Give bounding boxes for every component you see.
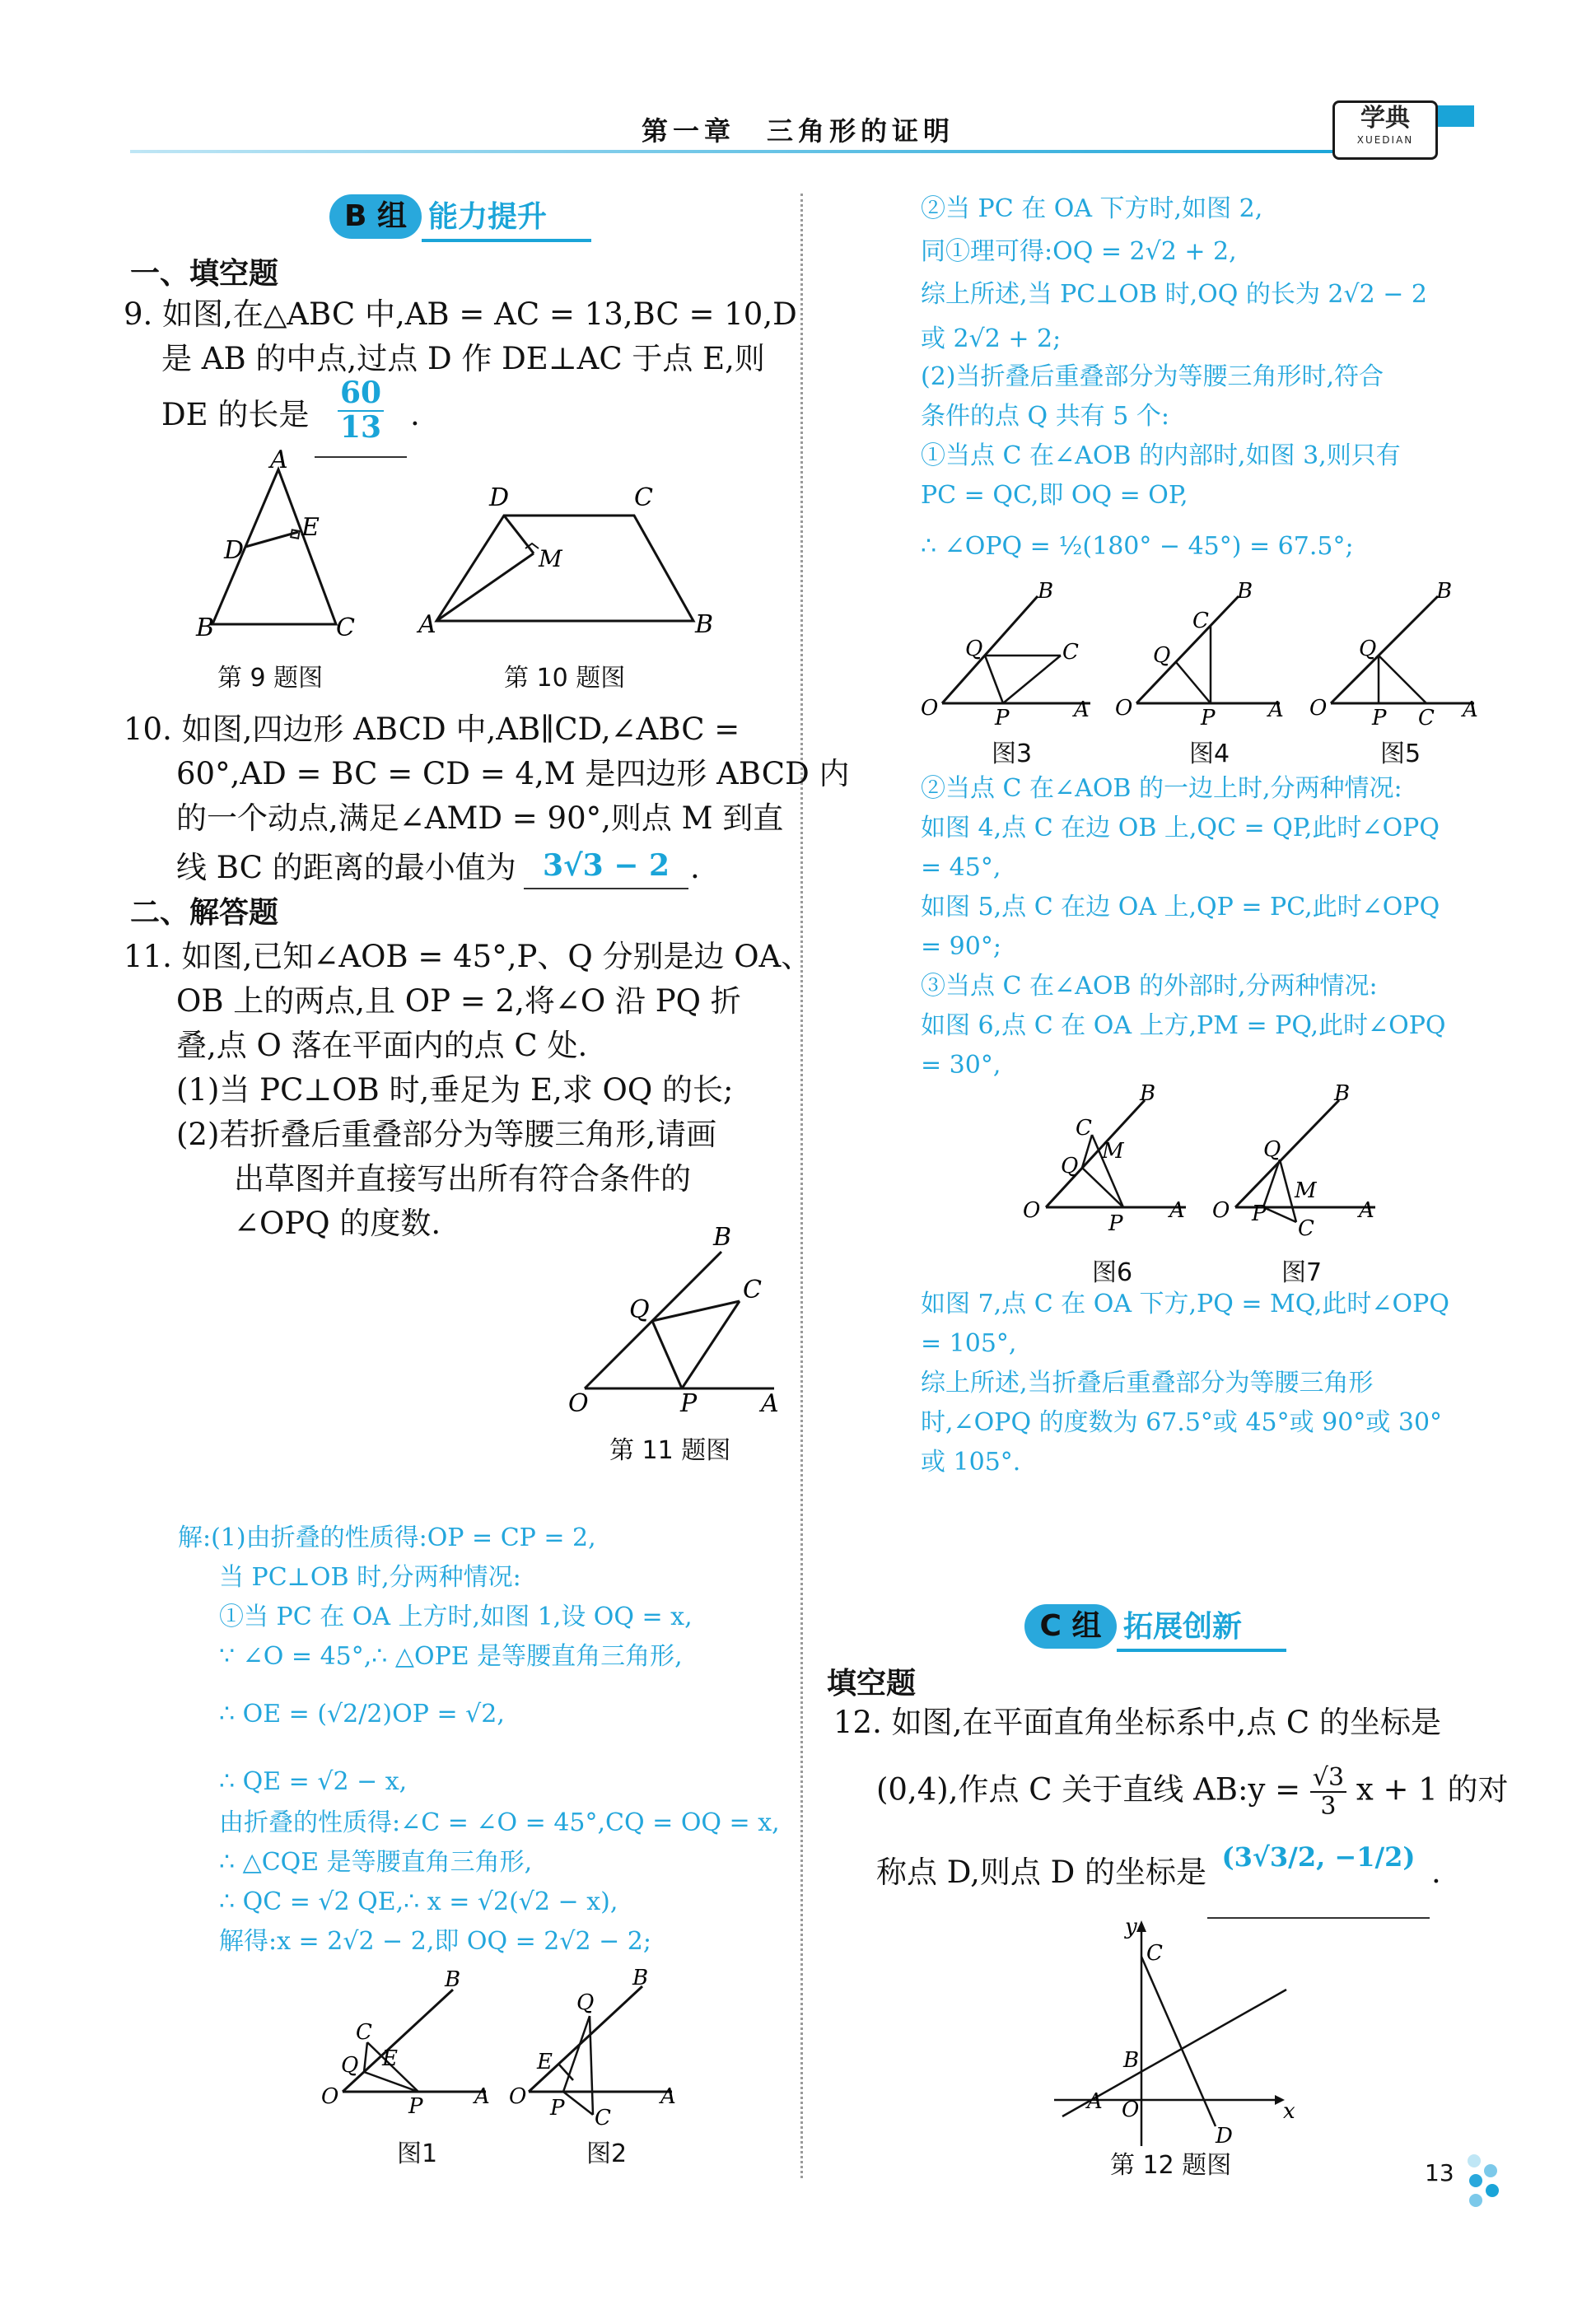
svg-text:P: P — [680, 1389, 698, 1418]
q9-line1: 9. 如图,在△ABC 中,AB = AC = 13,BC = 10,D — [124, 296, 797, 332]
caption-fig3: 图3 — [992, 740, 1033, 768]
svg-text:C: C — [1062, 640, 1079, 665]
section-fill-blank-c: 填空题 — [827, 1667, 917, 1701]
sol-right2-8: = 30°, — [921, 1051, 1001, 1080]
q11-line5: (2)若折叠后重叠部分为等腰三角形,请画 — [176, 1117, 717, 1152]
q10-figure-caption: 第 10 题图 — [504, 664, 626, 693]
svg-text:O: O — [921, 696, 939, 721]
group-c-title: 拓展创新 — [1123, 1610, 1243, 1644]
svg-text:B: B — [1436, 579, 1453, 604]
q10-line1: 10. 如图,四边形 ABCD 中,AB∥CD,∠ABC = — [124, 712, 740, 747]
caption-fig7: 图7 — [1281, 1258, 1323, 1287]
sol-left-3: ①当 PC 在 OA 上方时,如图 1,设 OQ = x, — [219, 1603, 693, 1631]
group-c-heading — [1024, 1604, 1288, 1650]
sqrt3-over-3: $\frac{√3}{3}$ — [1310, 1764, 1346, 1820]
fig11 — [560, 1225, 791, 1423]
svg-text:O: O — [1122, 2097, 1140, 2122]
sol-left-9: ∴ QC = √2 QE,∴ x = √2(√2 − x), — [219, 1887, 618, 1916]
svg-text:C: C — [743, 1276, 762, 1304]
svg-text:P: P — [995, 706, 1010, 730]
fig10 — [418, 483, 723, 639]
svg-text:E: E — [382, 2046, 398, 2071]
column-divider — [800, 194, 803, 2178]
sol-left-4: ∵ ∠O = 45°,∴ △OPE 是等腰直角三角形, — [219, 1642, 683, 1671]
q12-line2-start: (0,4),作点 C 关于直线 AB:y = — [876, 1771, 1301, 1808]
q11-line3: 叠,点 O 落在平面内的点 C 处. — [176, 1028, 588, 1063]
sol-right2-2: 如图 4,点 C 在边 OB 上,QC = QP,此时∠OPQ — [921, 814, 1440, 842]
svg-text:A: A — [1087, 2089, 1103, 2114]
group-b-underline — [422, 239, 591, 242]
svg-text:C: C — [336, 614, 355, 642]
q9-answer-den: 13 — [339, 409, 382, 445]
solution-fig2 — [504, 1966, 693, 2130]
svg-text:D: D — [224, 536, 245, 565]
sol-right-1: ②当 PC 在 OA 下方时,如图 2, — [921, 194, 1263, 223]
svg-text:B: B — [445, 1967, 461, 1992]
fig12 — [1046, 1911, 1301, 2149]
caption-fig4: 图4 — [1189, 740, 1230, 768]
q12-line3: 称点 D,则点 D 的坐标是 — [876, 1855, 1207, 1890]
svg-text:B: B — [1334, 1081, 1351, 1106]
sol-right-9: ∴ ∠OPQ = ½(180° − 45°) = 67.5°; — [921, 532, 1354, 561]
chapter-title: 第一章 三角形的证明 — [641, 115, 954, 147]
svg-text:O: O — [568, 1389, 589, 1418]
svg-text:Q: Q — [1153, 643, 1171, 668]
svg-text:P: P — [1108, 1211, 1123, 1236]
sol-right-7: ①当点 C 在∠AOB 的内部时,如图 3,则只有 — [921, 441, 1401, 470]
svg-text:Q: Q — [629, 1295, 650, 1324]
svg-text:A: A — [1359, 1198, 1374, 1223]
svg-text:Q: Q — [965, 637, 983, 661]
sol-right3-2: = 105°, — [921, 1329, 1017, 1358]
sol-left-2: 当 PC⊥OB 时,分两种情况: — [219, 1563, 521, 1592]
svg-text:A: A — [761, 1389, 779, 1418]
svg-text:y: y — [1125, 1915, 1137, 1939]
svg-text:C: C — [595, 2106, 611, 2130]
group-b-heading — [329, 194, 593, 240]
svg-text:B: B — [1038, 579, 1054, 604]
section-solve: 二、解答题 — [130, 896, 279, 930]
svg-text:A: A — [660, 2084, 676, 2109]
q10-answer: 3√3 − 2 — [542, 848, 670, 883]
q10-line2: 60°,AD = BC = CD = 4,M 是四边形 ABCD 内 — [176, 756, 850, 791]
q11-line6: 出草图并直接写出所有符合条件的 — [234, 1161, 691, 1197]
q11-line4: (1)当 PC⊥OB 时,垂足为 E,求 OQ 的长; — [176, 1072, 734, 1108]
q12-line2a — [876, 1764, 1509, 1820]
sol-right2-6: ③当点 C 在∠AOB 的外部时,分两种情况: — [921, 972, 1378, 1001]
caption-fig2: 图2 — [586, 2139, 628, 2168]
q12-period: . — [1431, 1855, 1441, 1890]
sol-left-1: 解:(1)由折叠的性质得:OP = CP = 2, — [178, 1523, 596, 1552]
sol-right2-1: ②当点 C 在∠AOB 的一边上时,分两种情况: — [921, 774, 1402, 803]
sol-left-10: 解得:x = 2√2 − 2,即 OQ = 2√2 − 2; — [219, 1927, 651, 1956]
svg-text:A: A — [1074, 698, 1090, 722]
svg-text:B: B — [196, 614, 215, 642]
q10-period: . — [690, 850, 700, 885]
q9-line2: 是 AB 的中点,过点 D 作 DE⊥AC 于点 E,则 — [161, 341, 765, 376]
q9-period: . — [410, 397, 420, 432]
sol-right2-5: = 90°; — [921, 932, 1001, 961]
caption-fig5: 图5 — [1380, 740, 1421, 768]
q9-line3: DE 的长是 — [161, 397, 310, 432]
svg-text:Q: Q — [1359, 637, 1377, 661]
svg-text:C: C — [1076, 1116, 1092, 1141]
q9-answer-num: 60 — [338, 377, 384, 412]
svg-text:O: O — [509, 2084, 527, 2109]
svg-text:E: E — [301, 513, 320, 542]
svg-text:O: O — [1115, 696, 1133, 721]
q11-line1: 11. 如图,已知∠AOB = 45°,P、Q 分别是边 OA、 — [124, 939, 812, 974]
group-c-underline — [1117, 1649, 1286, 1652]
group-b-badge: B 组 — [329, 194, 422, 239]
q12-figure-caption: 第 12 题图 — [1110, 2151, 1232, 2180]
logo-accent — [1436, 105, 1474, 127]
sol-left-8: ∴ △CQE 是等腰直角三角形, — [219, 1848, 533, 1877]
sol-right3-5: 或 105°. — [921, 1448, 1021, 1477]
svg-text:B: B — [695, 610, 714, 639]
q10-line3: 的一个动点,满足∠AMD = 90°,则点 M 到直 — [176, 800, 784, 836]
sol-left-5: ∴ OE = (√2/2)OP = √2, — [219, 1700, 505, 1729]
caption-fig1: 图1 — [397, 2139, 438, 2168]
group-c-badge: C 组 — [1024, 1604, 1117, 1649]
sol-right2-3: = 45°, — [921, 853, 1001, 882]
solution-fig6 — [1016, 1076, 1206, 1240]
svg-text:A: A — [270, 446, 288, 474]
svg-text:B: B — [713, 1223, 732, 1252]
sol-right3-1: 如图 7,点 C 在 OA 下方,PQ = MQ,此时∠OPQ — [921, 1290, 1449, 1318]
sol-right2-4: 如图 5,点 C 在边 OA 上,QP = PC,此时∠OPQ — [921, 893, 1440, 922]
svg-text:O: O — [1309, 696, 1328, 721]
svg-text:A: A — [474, 2084, 490, 2109]
sol-right2-7: 如图 6,点 C 在 OA 上方,PM = PQ,此时∠OPQ — [921, 1011, 1446, 1040]
fig9 — [188, 446, 369, 642]
svg-text:C: C — [1192, 609, 1209, 633]
q11-line2: OB 上的两点,且 OP = 2,将∠O 沿 PQ 折 — [176, 983, 741, 1019]
q10-answer-line — [524, 888, 688, 889]
sol-right3-4: 时,∠OPQ 的度数为 67.5°或 45°或 90°或 30° — [921, 1408, 1443, 1437]
publisher-logo — [1332, 100, 1438, 160]
q12-line1: 12. 如图,在平面直角坐标系中,点 C 的坐标是 — [833, 1705, 1441, 1740]
sol-right3-3: 综上所述,当折叠后重叠部分为等腰三角形 — [921, 1369, 1374, 1397]
svg-text:O: O — [321, 2084, 339, 2109]
svg-text:D: D — [489, 483, 510, 512]
q11-figure-caption: 第 11 题图 — [609, 1436, 731, 1465]
sol-right-4: 或 2√2 + 2; — [921, 324, 1062, 353]
page-number: 13 — [1425, 2159, 1454, 2186]
sol-right-6: 条件的点 Q 共有 5 个: — [921, 402, 1169, 431]
svg-text:M: M — [1102, 1139, 1124, 1164]
q11-line7: ∠OPQ 的度数. — [234, 1206, 441, 1241]
svg-text:C: C — [1298, 1216, 1314, 1241]
sol-right-5: (2)当折叠后重叠部分为等腰三角形时,符合 — [921, 362, 1384, 391]
svg-text:M: M — [1295, 1178, 1317, 1203]
svg-text:O: O — [1212, 1198, 1230, 1223]
svg-text:P: P — [1372, 706, 1387, 730]
q9-answer — [320, 377, 402, 444]
logo-en: XUEDIAN — [1356, 134, 1414, 146]
svg-text:B: B — [1237, 579, 1253, 604]
q9-figure-caption: 第 9 题图 — [217, 664, 324, 693]
q12-answer: (3√3/2, −1/2) — [1221, 1841, 1416, 1873]
sol-right-3: 综上所述,当 PC⊥OB 时,OQ 的长为 2√2 − 2 — [921, 280, 1427, 309]
svg-text:C: C — [356, 2020, 372, 2045]
svg-text:O: O — [1023, 1198, 1041, 1223]
decorative-hex-dots — [1458, 2151, 1507, 2209]
svg-text:Q: Q — [576, 1990, 595, 2015]
svg-text:P: P — [550, 2096, 565, 2121]
svg-text:E: E — [537, 2050, 553, 2074]
svg-text:Q: Q — [1263, 1137, 1281, 1162]
solution-fig1 — [313, 1967, 502, 2119]
svg-text:Q: Q — [341, 2053, 359, 2078]
svg-text:M: M — [539, 545, 562, 572]
sol-right-2: 同①理可得:OQ = 2√2 + 2, — [921, 237, 1237, 266]
header-rule — [130, 150, 1357, 153]
svg-text:x: x — [1283, 2099, 1295, 2124]
sol-left-7: 由折叠的性质得:∠C = ∠O = 45°,CQ = OQ = x, — [219, 1808, 780, 1837]
svg-text:C: C — [1146, 1941, 1163, 1966]
caption-fig6: 图6 — [1092, 1258, 1133, 1287]
sol-right-8: PC = QC,即 OQ = OP, — [921, 481, 1188, 510]
svg-text:A: A — [1268, 698, 1284, 722]
svg-text:A: A — [1463, 698, 1478, 722]
solution-fig7 — [1206, 1076, 1395, 1240]
group-b-title: 能力提升 — [428, 200, 548, 234]
svg-text:Q: Q — [1061, 1154, 1079, 1178]
svg-text:P: P — [1201, 706, 1216, 730]
svg-text:A: A — [1169, 1198, 1185, 1223]
svg-text:P: P — [408, 2094, 423, 2119]
q10-line4: 线 BC 的距离的最小值为 — [176, 850, 516, 885]
q12-line2-end: x + 1 的对 — [1356, 1771, 1509, 1808]
svg-text:B: B — [632, 1966, 649, 1990]
svg-text:A: A — [418, 610, 436, 639]
svg-text:B: B — [1140, 1081, 1156, 1106]
sol-left-6: ∴ QE = √2 − x, — [219, 1767, 408, 1796]
svg-text:C: C — [1418, 706, 1435, 730]
solution-fig5 — [1309, 576, 1491, 730]
svg-text:D: D — [1216, 2124, 1233, 2149]
svg-text:C: C — [634, 483, 653, 512]
svg-text:B: B — [1123, 2048, 1140, 2073]
solution-fig3 — [917, 576, 1107, 730]
svg-text:P: P — [1252, 1201, 1267, 1226]
logo-cn: 学典 — [1360, 104, 1410, 133]
solution-fig4 — [1115, 576, 1296, 730]
section-fill-blank: 一、填空题 — [130, 257, 279, 291]
